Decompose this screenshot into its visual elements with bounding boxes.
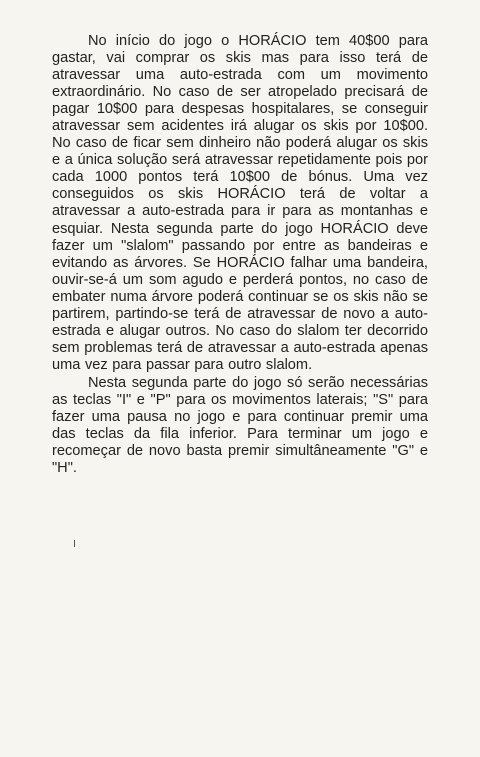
paragraph-controls: Nesta segunda parte do jogo só serão necessárias as teclas "I" e "P" para os movimentos laterais; "S" para fazer uma pausa no jogo e para continuar premir uma das teclas da fila inferior. Para terminar um jogo e recomeçar de novo basta premir simultâneamente "G" e "H".	[52, 374, 428, 477]
stray-mark	[74, 540, 75, 547]
paragraph-game-rules: No início do jogo o HORÁCIO tem 40$00 para gastar, vai comprar os skis mas para isso terá de atravessar uma auto-estrada com um movimento extraordinário. No caso de ser atropelado precisará de pagar 10$00 para despesas hospitalares, se conseguir atravessar sem acidentes irá alugar os skis por 10$00. No caso de ficar sem dinheiro não poderá alugar os skis e a única solução será atravessar repetidamente pois por cada 1000 pontos terá 10$00 de bónus. Uma vez conseguidos os skis HORÁCIO terá de voltar a atravessar a auto-estrada para ir para as montanhas e esquiar. Nesta segunda parte do jogo HORÁCIO deve fazer um "slalom" passando por entre as bandeiras e evitando as árvores. Se HORÁCIO falhar uma bandeira, ouvir-se-á um som agudo e perderá pontos, no caso de embater numa árvore poderá continuar se os skis não se partirem, partindo-se terá de atravessar de novo a auto-estrada e alugar outros. No caso do slalom ter decorrido sem problemas terá de atravessar a auto-estrada apenas uma vez para passar para outro slalom.	[52, 33, 428, 373]
